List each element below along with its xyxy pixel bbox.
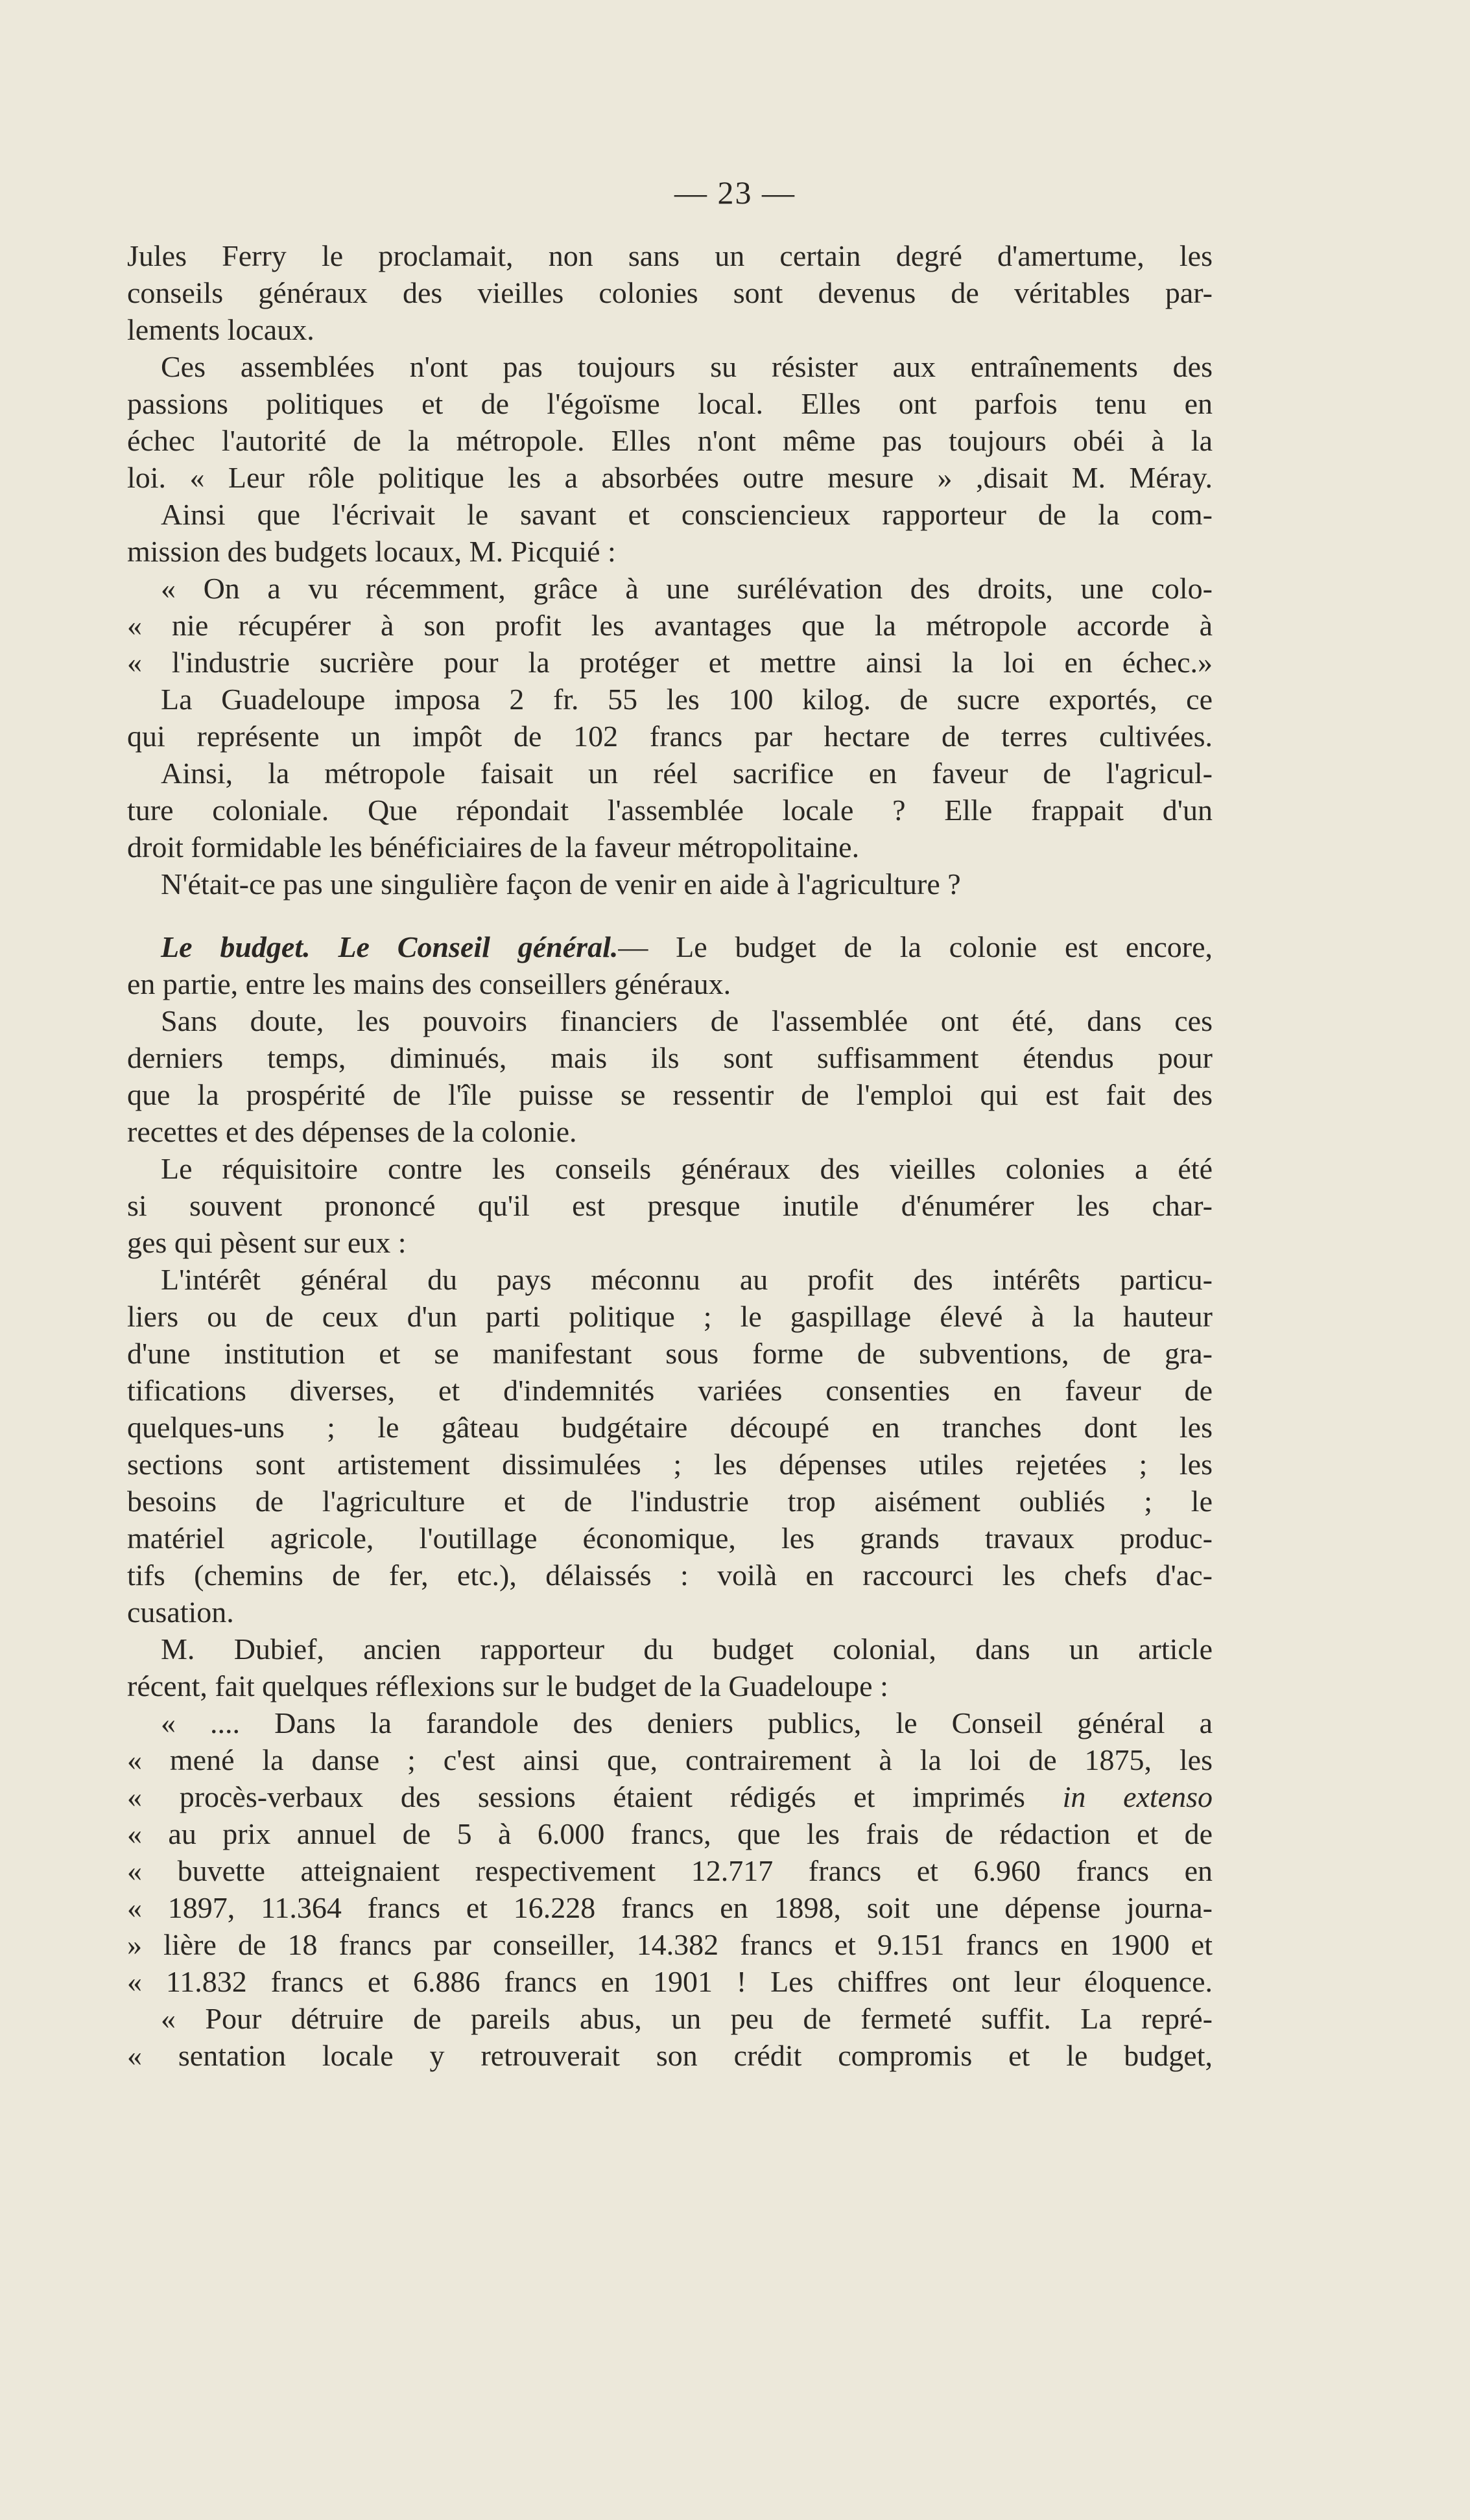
quote-line: » lière de 18 francs par conseiller, 14.382 francs et 9.151 francs en 1900 et: [127, 1928, 1213, 1961]
text-line: cusation.: [127, 1596, 234, 1629]
text-line: récent, fait quelques réflexions sur le budget de la Guadeloupe :: [127, 1669, 888, 1702]
text-line: quelques-uns ; le gâteau budgétaire découpé en tranches dont les: [127, 1411, 1213, 1444]
page-number: — 23 —: [674, 174, 796, 211]
in-extenso-text: in extenso: [1062, 1780, 1213, 1813]
text-line: que la prospérité de l'île puisse se ressentir de l'emploi qui est fait des: [127, 1078, 1213, 1111]
body-text: [127, 237, 1213, 2074]
quote-line: « mené la danse ; c'est ainsi que, contrairement à la loi de 1875, les: [127, 1743, 1213, 1776]
quote-line: « l'industrie sucrière pour la protéger et mettre ainsi la loi en échec.»: [127, 646, 1213, 679]
quote-line: « 1897, 11.364 francs et 16.228 francs en 1898, soit une dépense journa-: [127, 1891, 1213, 1924]
text-line: lements locaux.: [127, 313, 314, 346]
text-line: matériel agricole, l'outillage économique, les grands travaux produc-: [127, 1522, 1213, 1555]
text-line: Ces assemblées n'ont pas toujours su résister aux entraînements des: [161, 350, 1213, 383]
text-line: ture coloniale. Que répondait l'assemblée locale ? Elle frappait d'un: [127, 794, 1213, 827]
text-line: loi. « Leur rôle politique les a absorbées outre mesure » ,disait M. Méray.: [127, 461, 1213, 494]
text-line: derniers temps, diminués, mais ils sont suffisamment étendus pour: [127, 1041, 1213, 1074]
quote-line: « On a vu récemment, grâce à une surélévation des droits, une colo-: [161, 572, 1213, 605]
section-heading: Le budget. Le Conseil général.: [161, 930, 619, 963]
text-line: ges qui pèsent sur eux :: [127, 1226, 407, 1259]
text-line: mission des budgets locaux, M. Picquié :: [127, 535, 616, 568]
text-line: tifications diverses, et d'indemnités variées consenties en faveur de: [127, 1374, 1213, 1407]
text-line: La Guadeloupe imposa 2 fr. 55 les 100 kilog. de sucre exportés, ce: [161, 683, 1213, 716]
text-line: Ainsi, la métropole faisait un réel sacrifice en faveur de l'agricul-: [161, 757, 1213, 790]
text-line: d'une institution et se manifestant sous forme de subventions, de gra-: [127, 1337, 1213, 1370]
quote-line: « nie récupérer à son profit les avantages que la métropole accorde à: [127, 609, 1213, 642]
text-line: besoins de l'agriculture et de l'industrie trop aisément oubliés ; le: [127, 1485, 1213, 1518]
text-line: échec l'autorité de la métropole. Elles n'ont même pas toujours obéi à la: [127, 424, 1213, 457]
quote-line: « au prix annuel de 5 à 6.000 francs, que les frais de rédaction et de: [127, 1817, 1213, 1850]
text-line: passions politiques et de l'égoïsme local. Elles ont parfois tenu en: [127, 387, 1213, 420]
text-line: recettes et des dépenses de la colonie.: [127, 1115, 577, 1148]
quote-line: « .... Dans la farandole des deniers publics, le Conseil général a: [161, 1706, 1213, 1739]
text-line: M. Dubief, ancien rapporteur du budget colonial, dans un article: [161, 1632, 1213, 1666]
text-line: qui représente un impôt de 102 francs par hectare de terres cultivées.: [127, 720, 1213, 753]
text-line: N'était-ce pas une singulière façon de venir en aide à l'agriculture ?: [161, 867, 961, 901]
text-line: si souvent prononcé qu'il est presque inutile d'énumérer les char-: [127, 1189, 1213, 1222]
text-line: droit formidable les bénéficiaires de la faveur métropolitaine.: [127, 830, 860, 864]
text-line: en partie, entre les mains des conseillers généraux.: [127, 967, 731, 1000]
text-line: Ainsi que l'écrivait le savant et consciencieux rapporteur de la com-: [161, 498, 1213, 531]
text-line: liers ou de ceux d'un parti politique ; le gaspillage élevé à la hauteur: [127, 1300, 1213, 1333]
quote-line: « 11.832 francs et 6.886 francs en 1901 ! Les chiffres ont leur éloquence.: [127, 1965, 1213, 1998]
quote-line: « Pour détruire de pareils abus, un peu de fermeté suffit. La repré-: [161, 2002, 1213, 2035]
quote-line: « sentation locale y retrouverait son crédit compromis et le budget,: [127, 2039, 1213, 2072]
heading-continuation: — Le budget de la colonie est encore,: [618, 930, 1213, 963]
quote-text: « procès-verbaux des sessions étaient rédigés et imprimés: [127, 1780, 1025, 1813]
text-line: Sans doute, les pouvoirs financiers de l'assemblée ont été, dans ces: [161, 1004, 1213, 1037]
text-line: conseils généraux des vieilles colonies sont devenus de véritables par-: [127, 276, 1213, 309]
text-line: Jules Ferry le proclamait, non sans un certain degré d'amertume, les: [127, 239, 1213, 272]
quote-line: [127, 1778, 1213, 1815]
section-heading-line: [127, 928, 1213, 965]
text-line: Le réquisitoire contre les conseils généraux des vieilles colonies a été: [161, 1152, 1213, 1185]
quote-line: « buvette atteignaient respectivement 12.717 francs et 6.960 francs en: [127, 1854, 1213, 1887]
text-line: L'intérêt général du pays méconnu au profit des intérêts particu-: [161, 1263, 1213, 1296]
text-line: tifs (chemins de fer, etc.), délaissés : voilà en raccourci les chefs d'ac-: [127, 1559, 1213, 1592]
text-line: sections sont artistement dissimulées ; les dépenses utiles rejetées ; les: [127, 1448, 1213, 1481]
